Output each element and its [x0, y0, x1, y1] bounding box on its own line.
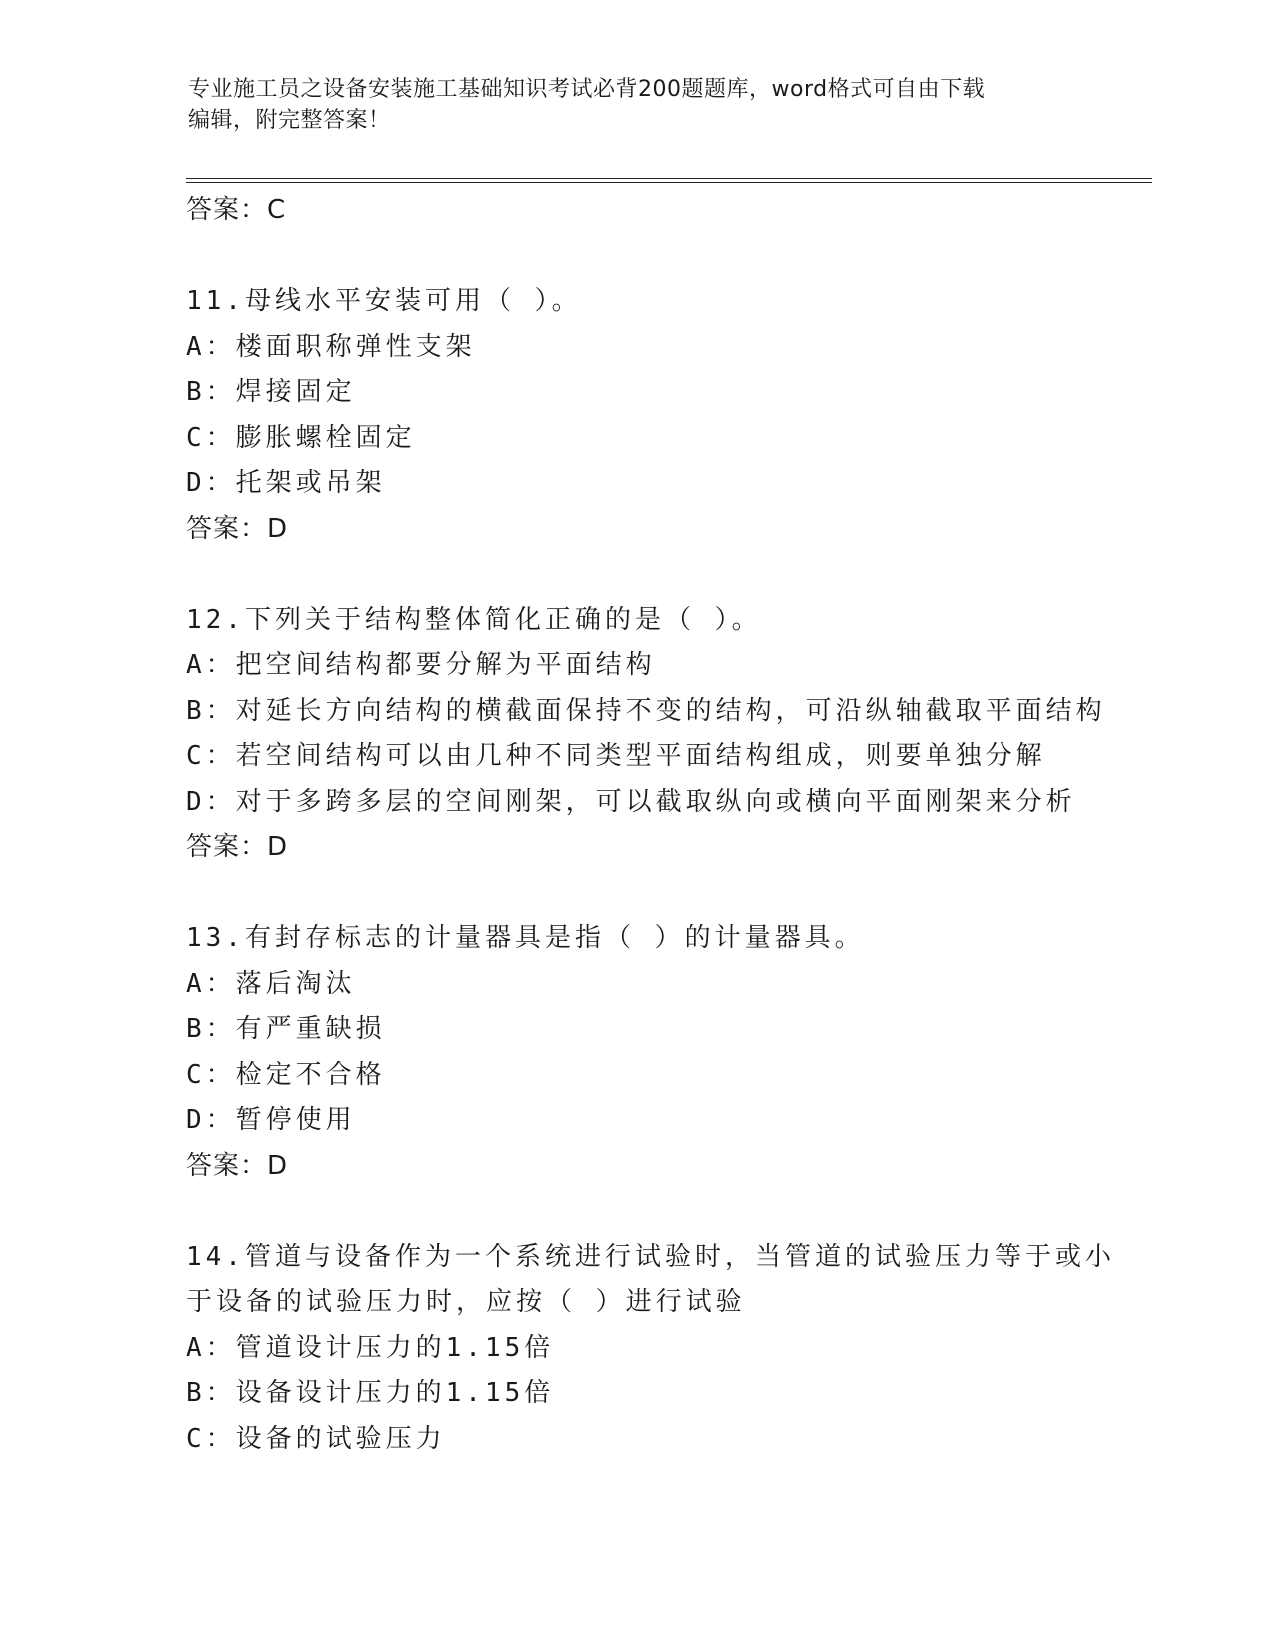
option-b: B：有严重缺损	[186, 1014, 386, 1044]
header-divider-top	[186, 178, 1152, 179]
question-list	[186, 188, 1115, 1462]
question-14	[186, 1235, 1115, 1463]
option-a: A：管道设计压力的1.15倍	[186, 1332, 555, 1363]
option-b: B：焊接固定	[186, 377, 356, 407]
question-11	[186, 279, 1086, 552]
answer: 答案：D	[186, 1150, 289, 1181]
question-stem: 12.下列关于结构整体简化正确的是（ ）。	[186, 604, 762, 635]
option-d: D：对于多跨多层的空间刚架，可以截取纵向或横向平面刚架来分析	[186, 786, 1076, 817]
answer: 答案：D	[186, 832, 289, 862]
spacer	[186, 234, 1086, 280]
answer-prev: 答案：C	[186, 195, 287, 225]
question-12	[186, 598, 1106, 871]
option-c: C：设备的试验压力	[186, 1423, 446, 1454]
option-a: A：把空间结构都要分解为平面结构	[186, 650, 656, 680]
question-13	[186, 916, 1086, 1189]
spacer	[186, 552, 1086, 598]
option-c: C：检定不合格	[186, 1059, 386, 1090]
option-b: B：设备设计压力的1.15倍	[186, 1378, 555, 1408]
option-a: A：楼面职称弹性支架	[186, 331, 476, 362]
header-divider-bottom	[186, 182, 1152, 183]
document-header	[188, 74, 1068, 136]
question-stem-line-1: 14.管道与设备作为一个系统进行试验时，当管道的试验压力等于或小	[186, 1241, 1115, 1272]
option-a: A：落后淘汰	[186, 968, 356, 999]
option-c: C：若空间结构可以由几种不同类型平面结构组成，则要单独分解	[186, 741, 1046, 771]
header-line-1: 专业施工员之设备安装施工基础知识考试必背200题题库，word格式可自由下载	[188, 77, 986, 102]
option-d: D：托架或吊架	[186, 468, 386, 498]
spacer	[186, 871, 1086, 917]
option-b: B：对延长方向结构的横截面保持不变的结构，可沿纵轴截取平面结构	[186, 695, 1106, 726]
answer: 答案：D	[186, 513, 289, 544]
question-stem: 11.母线水平安装可用（ ）。	[186, 286, 582, 316]
option-c: C：膨胀螺栓固定	[186, 422, 416, 453]
option-d: D：暂停使用	[186, 1105, 356, 1135]
question-stem: 13.有封存标志的计量器具是指（ ）的计量器具。	[186, 923, 865, 953]
question-stem-line-2: 于设备的试验压力时，应按（ ）进行试验	[186, 1287, 746, 1317]
header-line-2: 编辑，附完整答案！	[188, 108, 391, 133]
spacer	[186, 1189, 1086, 1235]
